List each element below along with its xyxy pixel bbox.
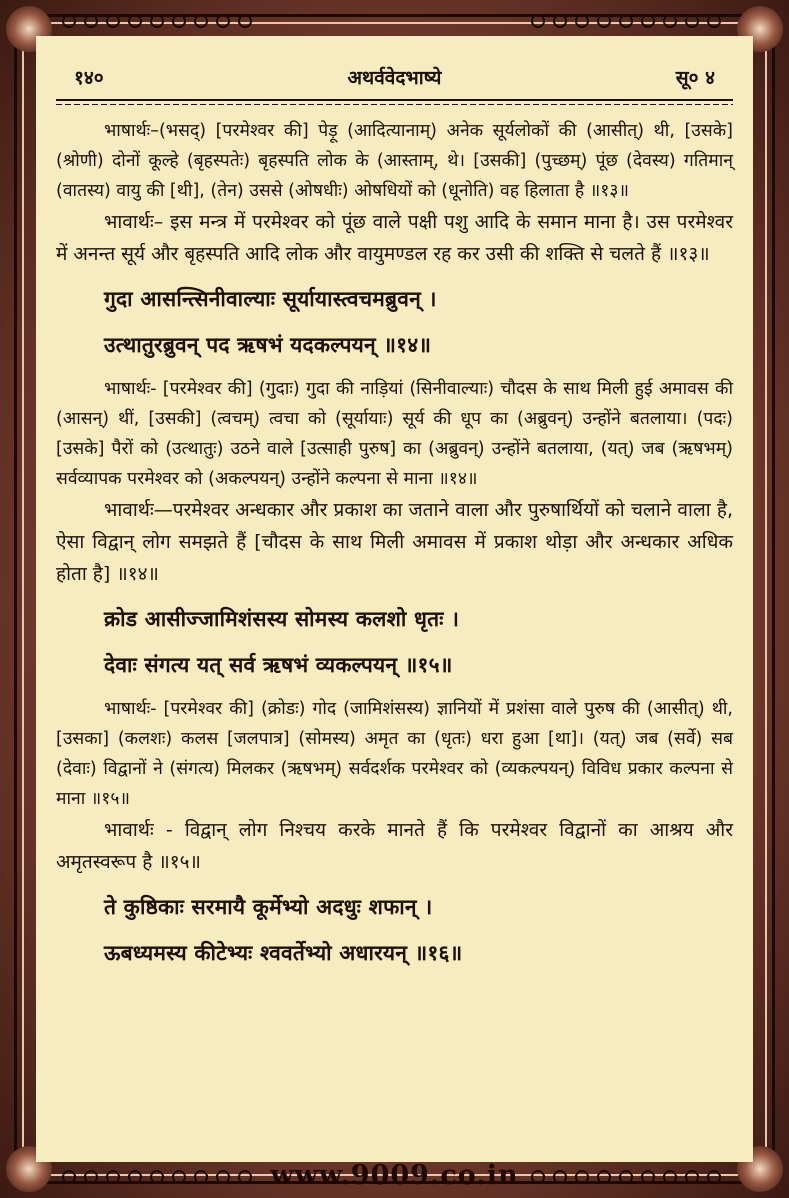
mantra-verse [56, 884, 733, 976]
translation-paragraph: भाषार्थः- [परमेश्वर की] (क्रोडः) गोद (जामिशंसस्य) ज्ञानियों में प्रशंसा वाले पुरुष की (आसीत्) थी, [उसका] (कलशः) कलस [जलपात्र] (सोमस्य) अमृत का (धृतः) धरा हुआ [था]। (यत्) जब (सर्वे) सब (देवाः) विद्वानों ने (संगत्य) मिलकर (ऋषभम्) सर्वदर्शक परमेश्वर को (व्यकल्पयन्) विविध प्रकार कल्पना से माना ॥१५॥ [56, 699, 733, 809]
book-title: अथर्ववेदभाष्ये [347, 67, 442, 89]
mantra-line: गुदा आसन्त्सिनीवाल्याः सूर्यायास्त्वचमब्रुवन् । [104, 287, 437, 311]
top-right-ornament-icon [529, 12, 729, 30]
bhavartha-paragraph: भावार्थः—परमेश्वर अन्धकार और प्रकाश का जताने वाला और पुरुषार्थियों को चलाने वाला है, ऐसा विद्वान् लोग समझते हैं [चौदस के साथ मिली अमावस में प्रकाश थोड़ा और अन्धकार अधिक होता है] ॥१४॥ [56, 499, 733, 585]
mantra-verse [56, 596, 733, 688]
mantra-line: ऊबध्यमस्य कीटेभ्यः श्ववर्तेभ्यो अधारयन् ॥१६॥ [104, 941, 463, 965]
top-left-ornament-icon [60, 12, 260, 30]
bhavartha-paragraph: भावार्थः - विद्वान् लोग निश्चय करके मानते हैं कि परमेश्वर विद्वानों का आश्रय और अमृतस्वरूप है ॥१५॥ [56, 819, 733, 873]
page-content [56, 116, 733, 976]
page-number: १४० [74, 67, 104, 89]
book-page [36, 36, 753, 1162]
mantra-line: देवाः संगत्य यत् सर्व ऋषभं व्यकल्पयन् ॥१५॥ [104, 653, 453, 677]
mantra-verse [56, 276, 733, 368]
bhavartha-paragraph: भावार्थः– इस मन्त्र में परमेश्वर को पूंछ वाले पक्षी पशु आदि के समान माना है। उस परमेश्वर में अनन्त सूर्य और बृहस्पति आदि लोक और वायुमण्डल रह कर उसी की शक्ति से चलते हैं ॥१३॥ [56, 211, 733, 265]
mantra-line: ते कुष्ठिकाः सरमायै कूर्मेभ्यो अदधुः शफान् । [104, 895, 433, 919]
page-header [56, 36, 733, 89]
sukta-number: सू० ४ [675, 67, 715, 89]
header-rule [56, 96, 733, 108]
mantra-line: क्रोड आसीज्जामिशंसस्य सोमस्य कलशो धृतः । [104, 607, 460, 631]
website-watermark: www.9009.co.in [270, 1160, 519, 1191]
translation-paragraph: भाषार्थः–(भसद्) [परमेश्वर की] पेड़ू (आदित्यानाम्) अनेक सूर्यलोकों की (आसीत्) थी, [उसके] (श्रोणी) दोनों कूल्हे (बृहस्पतेः) बृहस्पति लोक के (आस्ताम्, थे। [उसकी] (पुच्छम्) पूंछ (देवस्य) गतिमान् (वातस्य) वायु की [थी], (तेन) उससे (ओषधीः) ओषधियों को (धूनोति) वह हिलाता है ॥१३॥ [56, 121, 733, 201]
mantra-line: उत्थातुरब्रुवन् पद ऋषभं यदकल्पयन् ॥१४॥ [104, 333, 432, 357]
translation-paragraph: भाषार्थः- [परमेश्वर की] (गुदाः) गुदा की नाड़ियां (सिनीवाल्याः) चौदस के साथ मिली हुई अमावस की (आसन्) थीं, [उसकी] (त्वचम्) त्वचा को (सूर्यायाः) सूर्य की धूप का (अब्रुवन्) उन्होंने बतलाया। (पदः) [उसके] पैरों को (उत्थातुः) उठने वाले [उत्साही पुरुष] का (अब्रुवन्) उन्होंने बतलाया, (यत्) जब (ऋषभम्) सर्वव्यापक परमेश्वर को (अकल्पयन्) उन्होंने कल्पना से माना ॥१४॥ [56, 379, 733, 489]
